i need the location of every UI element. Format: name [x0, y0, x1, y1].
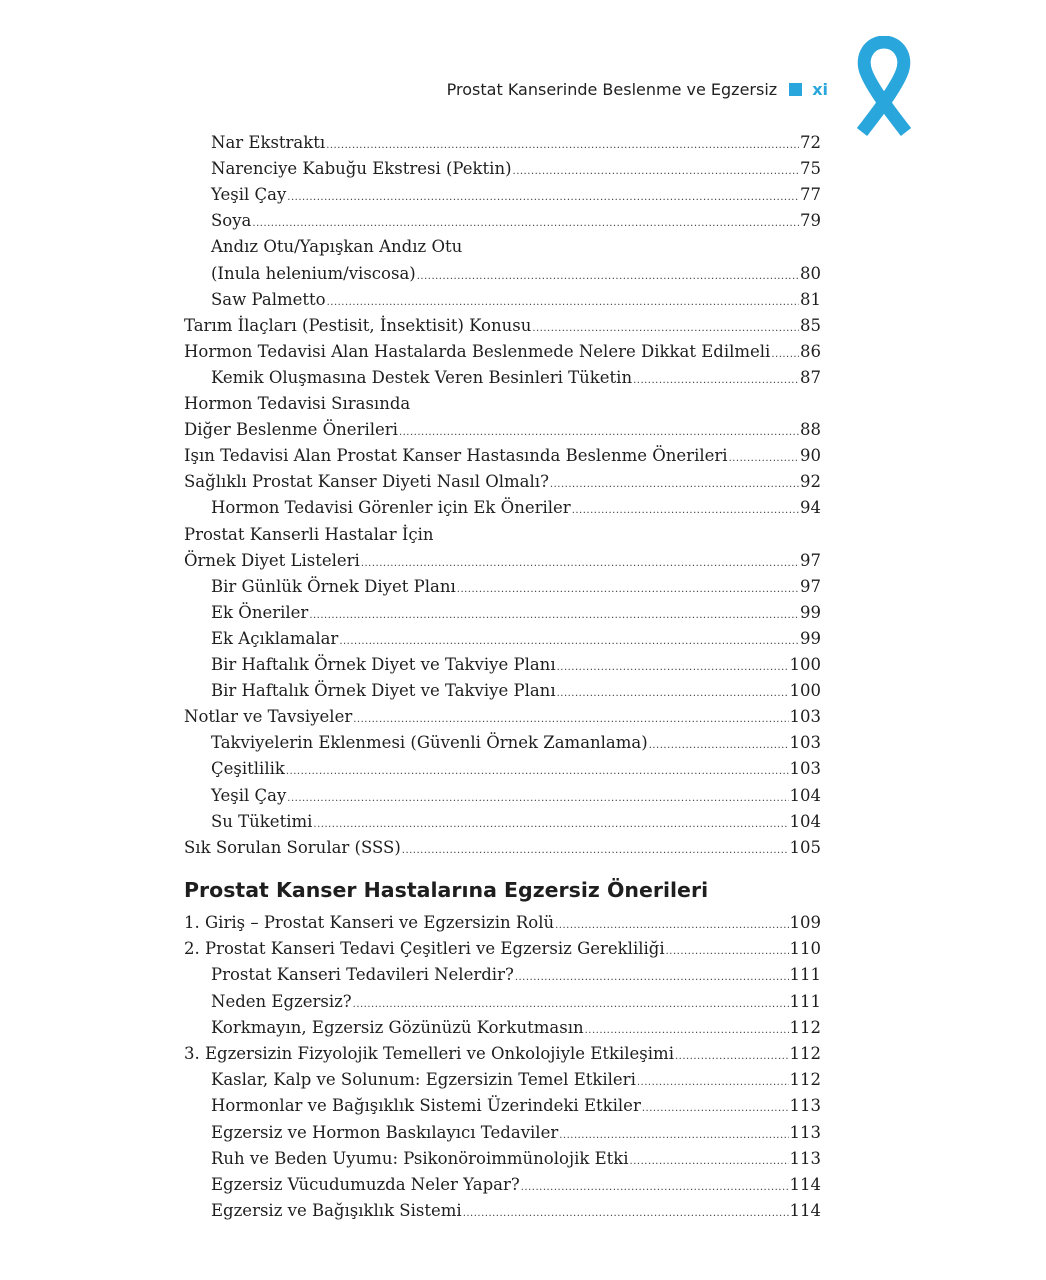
- dot-leader: [417, 264, 799, 290]
- toc-entry-title: Ek Öneriler: [211, 602, 309, 622]
- toc-entry[interactable]: [184, 469, 821, 495]
- header-page-number: xi: [812, 79, 828, 99]
- toc-entry[interactable]: [184, 835, 821, 861]
- dot-leader: [555, 913, 788, 939]
- toc-entry[interactable]: [211, 1198, 821, 1224]
- toc-entry-page: 113: [789, 1122, 821, 1142]
- toc-entry[interactable]: [211, 208, 821, 234]
- dot-leader: [513, 159, 799, 185]
- toc-entry-title: Hormon Tedavisi Görenler için Ek Öneriler: [211, 498, 571, 518]
- dot-leader: [286, 759, 789, 785]
- toc-entry[interactable]: [184, 313, 821, 339]
- toc-entry-page: 114: [789, 1175, 821, 1194]
- dot-leader: [252, 211, 799, 237]
- toc-entry-title: Prostat Kanserli Hastalar İçin: [184, 524, 434, 544]
- toc-entry-title: Egzersiz Vücudumuzda Neler Yapar?: [211, 1175, 520, 1194]
- toc-entry-page: 100: [789, 655, 821, 674]
- toc-entry-page: 113: [789, 1148, 821, 1168]
- toc-entry-page: 109: [789, 913, 821, 932]
- dot-leader: [572, 498, 799, 524]
- toc-entry[interactable]: [184, 443, 821, 469]
- toc-entry-title: 3. Egzersizin Fizyolojik Temelleri ve Onkolojiyle Etkileşimi: [184, 1044, 674, 1063]
- toc-entry[interactable]: [211, 574, 821, 600]
- toc-entry-title: Sağlıklı Prostat Kanser Diyeti Nasıl Olmalı?: [184, 472, 549, 492]
- toc-entry-page: 104: [789, 785, 821, 805]
- toc-entry-title: Egzersiz ve Hormon Baskılayıcı Tedaviler: [211, 1122, 559, 1142]
- toc-entry[interactable]: [211, 600, 821, 626]
- dot-leader: [666, 939, 789, 965]
- toc-entry-page: 110: [789, 939, 821, 959]
- dot-leader: [633, 368, 799, 394]
- toc-entry-page: 92: [800, 472, 821, 492]
- toc-entry-page: 80: [800, 263, 821, 283]
- toc-entry-title: Hormon Tedavisi Alan Hastalarda Beslenmede Nelere Dikkat Edilmeli: [184, 341, 771, 361]
- dot-leader: [353, 707, 788, 733]
- toc-entry-title: Prostat Kanseri Tedavileri Nelerdir?: [211, 965, 514, 985]
- toc-entry[interactable]: [211, 626, 821, 652]
- header-title: Prostat Kanserinde Beslenme ve Egzersiz: [446, 79, 778, 99]
- toc-entry-page: 75: [800, 159, 821, 179]
- toc-entry-title: Ek Açıklamalar: [211, 628, 339, 648]
- toc-entry-title: 2. Prostat Kanseri Tedavi Çeşitleri ve Egzersiz Gerekliliği: [184, 939, 665, 959]
- dot-leader: [402, 838, 789, 864]
- toc-entry[interactable]: [184, 1041, 821, 1067]
- toc-entry-page: 77: [800, 185, 821, 205]
- dot-leader: [339, 629, 799, 655]
- dot-leader: [457, 577, 799, 603]
- toc-entry-page: 97: [800, 576, 821, 596]
- toc-entry-page: 81: [800, 289, 821, 309]
- toc-entry-title: Egzersiz ve Bağışıklık Sistemi: [211, 1201, 462, 1221]
- toc-entry[interactable]: [211, 783, 821, 809]
- toc-entry[interactable]: [184, 339, 821, 365]
- toc-entry[interactable]: [211, 495, 821, 521]
- toc-entry-title: Neden Egzersiz?: [211, 991, 352, 1011]
- toc-entry[interactable]: [211, 1146, 821, 1172]
- toc-entry-page: 100: [789, 681, 821, 701]
- toc-entry-title: Yeşil Çay: [211, 185, 287, 205]
- toc-entry[interactable]: [211, 156, 821, 182]
- toc-entry-title: Yeşil Çay: [211, 785, 287, 805]
- toc-entry-page: 104: [789, 811, 821, 831]
- toc-entry[interactable]: [184, 417, 821, 443]
- toc-entry-page: 72: [800, 133, 821, 152]
- toc-entry-page: 103: [789, 733, 821, 753]
- dot-leader: [637, 1070, 789, 1096]
- toc-entry-title: Kemik Oluşmasına Destek Veren Besinleri Tüketin: [211, 367, 633, 387]
- toc-entry[interactable]: [184, 936, 821, 962]
- toc-entry-title: Su Tüketimi: [211, 811, 313, 831]
- dot-leader: [557, 681, 789, 707]
- toc-entry-title: Bir Günlük Örnek Diyet Planı: [211, 576, 456, 596]
- dot-leader: [309, 603, 799, 629]
- toc-entry-title: Çeşitlilik: [211, 759, 285, 779]
- toc-entry-page: 113: [789, 1096, 821, 1116]
- toc-entry[interactable]: [184, 391, 821, 417]
- toc-entry-title: Ruh ve Beden Uyumu: Psikonöroimmünolojik Etki: [211, 1148, 629, 1168]
- dot-leader: [287, 185, 799, 211]
- toc-entry[interactable]: [211, 1015, 821, 1041]
- toc-entry[interactable]: [184, 522, 821, 548]
- section-heading: Prostat Kanser Hastalarına Egzersiz Önerileri: [184, 878, 709, 902]
- dot-leader: [559, 1123, 788, 1149]
- dot-leader: [729, 446, 799, 472]
- toc-entry-title: Bir Haftalık Örnek Diyet ve Takviye Planı: [211, 681, 556, 701]
- toc-entry-page: 88: [800, 420, 821, 440]
- toc-entry-title: Tarım İlaçları (Pestisit, İnsektisit) Konusu: [184, 315, 532, 335]
- toc-entry-title: Hormonlar ve Bağışıklık Sistemi Üzerindeki Etkiler: [211, 1096, 641, 1116]
- toc-entry-title: Nar Ekstraktı: [211, 133, 326, 152]
- toc-entry-title: Diğer Beslenme Önerileri: [184, 420, 398, 440]
- dot-leader: [353, 992, 789, 1018]
- dot-leader: [675, 1044, 789, 1070]
- toc-entry-page: 112: [789, 1070, 821, 1090]
- toc-entry-title: Soya: [211, 211, 252, 231]
- dot-leader: [463, 1201, 789, 1227]
- toc-entry[interactable]: [211, 287, 821, 313]
- toc-entry[interactable]: [211, 756, 821, 782]
- toc-entry-page: 105: [789, 837, 821, 857]
- dot-leader: [361, 551, 799, 577]
- toc-entry[interactable]: [211, 730, 821, 756]
- dot-leader: [585, 1018, 789, 1044]
- toc-entry-page: 87: [800, 367, 821, 387]
- toc-entry[interactable]: [211, 809, 821, 835]
- toc-entry-title: 1. Giriş – Prostat Kanseri ve Egzersizin Rolü: [184, 913, 555, 932]
- toc-entry-title: Takviyelerin Eklenmesi (Güvenli Örnek Zamanlama): [211, 733, 648, 753]
- toc-entry[interactable]: [211, 1172, 821, 1198]
- toc-entry-title: Narenciye Kabuğu Ekstresi (Pektin): [211, 159, 512, 179]
- toc-entry-page: 111: [789, 991, 821, 1011]
- toc-entry-title: Sık Sorulan Sorular (SSS): [184, 837, 401, 857]
- toc-entry-page: 112: [789, 1044, 821, 1063]
- toc-entry[interactable]: [184, 548, 821, 574]
- toc-entry[interactable]: [211, 261, 821, 287]
- toc-entry-page: 90: [800, 446, 821, 466]
- dot-leader: [649, 733, 789, 759]
- dot-leader: [532, 316, 799, 342]
- toc-entry-title: Örnek Diyet Listeleri: [184, 550, 360, 570]
- toc-entry-page: 99: [800, 628, 821, 648]
- toc-entry-page: 103: [789, 759, 821, 779]
- toc-entry-title: Hormon Tedavisi Sırasında: [184, 394, 411, 413]
- dot-leader: [521, 1175, 789, 1201]
- toc-entry-page: 111: [789, 965, 821, 985]
- toc-entry[interactable]: [211, 1093, 821, 1119]
- toc-entry[interactable]: [211, 1120, 821, 1146]
- toc-entry[interactable]: [211, 365, 821, 391]
- toc-entry[interactable]: [211, 234, 821, 260]
- toc-entry-page: 79: [800, 211, 821, 231]
- toc-entry-page: 112: [789, 1017, 821, 1037]
- toc-entry[interactable]: [211, 989, 821, 1015]
- toc-entry[interactable]: [211, 182, 821, 208]
- toc-entry[interactable]: [211, 130, 821, 156]
- dot-leader: [326, 133, 799, 159]
- dot-leader: [642, 1096, 789, 1122]
- dot-leader: [327, 290, 799, 316]
- dot-leader: [287, 786, 788, 812]
- dot-leader: [399, 420, 799, 446]
- toc-entry-title: Andız Otu/Yapışkan Andız Otu: [211, 237, 463, 257]
- dot-leader: [630, 1149, 789, 1175]
- toc-entry[interactable]: [211, 962, 821, 988]
- toc-entry-title: Korkmayın, Egzersiz Gözünüzü Korkutmasın: [211, 1017, 584, 1037]
- dot-leader: [771, 342, 799, 368]
- dot-leader: [550, 472, 799, 498]
- toc-entry-title: Bir Haftalık Örnek Diyet ve Takviye Planı: [211, 655, 556, 674]
- toc-entry-page: 85: [800, 315, 821, 335]
- toc-entry-title: Işın Tedavisi Alan Prostat Kanser Hastasında Beslenme Önerileri: [184, 446, 728, 466]
- toc-entry-page: 114: [789, 1201, 821, 1221]
- toc-entry-page: 97: [800, 550, 821, 570]
- dot-leader: [557, 655, 789, 681]
- toc-entry-title: (Inula helenium/viscosa): [211, 263, 416, 283]
- toc-entry[interactable]: [211, 1067, 821, 1093]
- toc-entry-page: 99: [800, 602, 821, 622]
- toc-entry[interactable]: [211, 678, 821, 704]
- toc-entry-title: Notlar ve Tavsiyeler: [184, 707, 353, 727]
- toc-entry-page: 86: [800, 341, 821, 361]
- toc-entry-page: 94: [800, 498, 821, 518]
- toc-entry[interactable]: [184, 704, 821, 730]
- dot-leader: [313, 812, 788, 838]
- toc-entry-page: 103: [789, 707, 821, 727]
- toc-entry[interactable]: [184, 910, 821, 936]
- toc-entry-title: Kaslar, Kalp ve Solunum: Egzersizin Temel Etkileri: [211, 1070, 636, 1090]
- dot-leader: [515, 965, 789, 991]
- toc-entry[interactable]: [211, 652, 821, 678]
- toc-entry-title: Saw Palmetto: [211, 289, 326, 309]
